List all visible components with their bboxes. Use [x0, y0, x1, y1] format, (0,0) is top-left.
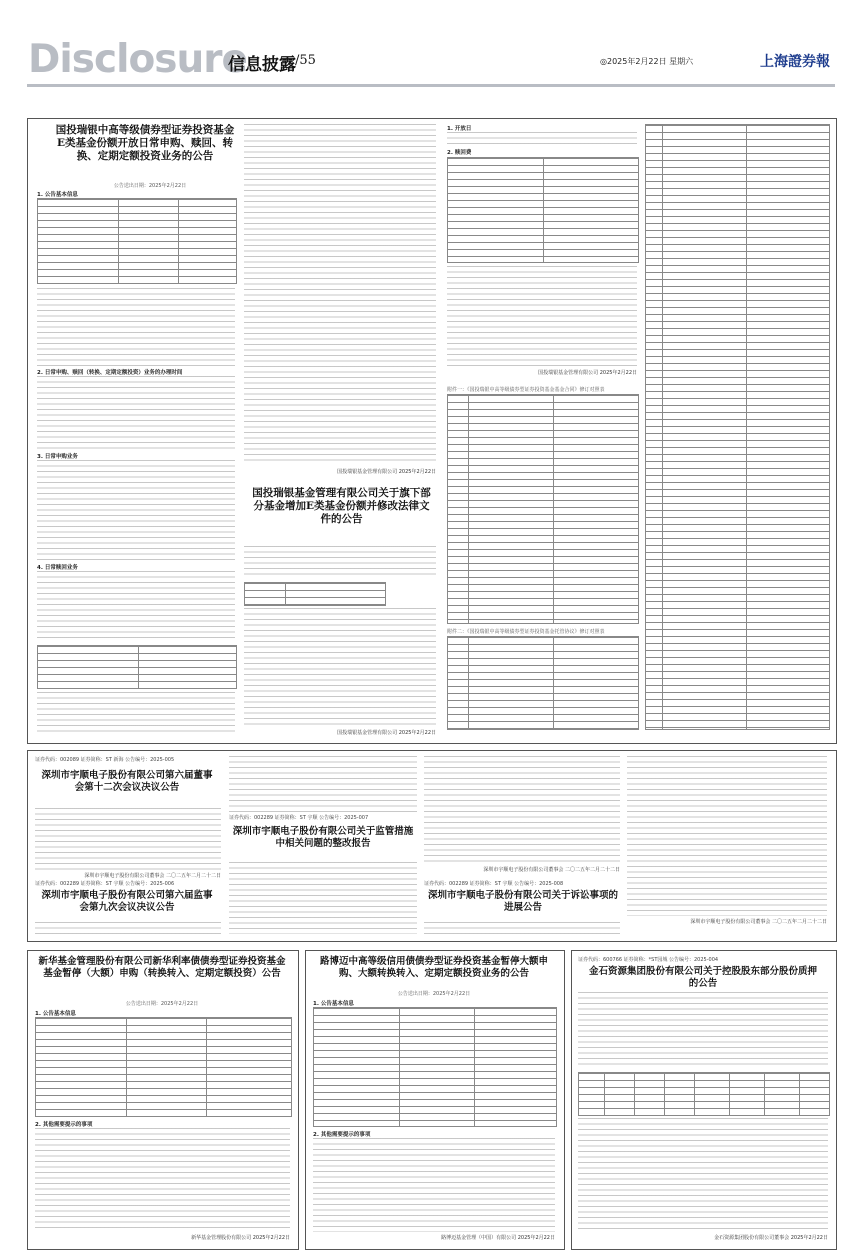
section-heading: 2. 其他需要提示的事项: [313, 1132, 371, 1138]
body-text: [313, 1138, 555, 1232]
fund-table: [244, 582, 386, 606]
signature: 国投瑞银基金管理有限公司 2025年2月22日: [337, 730, 436, 736]
info-table: [35, 1017, 292, 1117]
section-heading: 2. 赎回费: [447, 150, 472, 156]
article-title: 深圳市宇顺电子股份有限公司第六届监事会第九次会议决议公告: [41, 890, 213, 913]
header-rule: [27, 84, 835, 87]
article-title: 新华基金管理股份有限公司新华利率债债券型证券投资基金基金暂停（大额）申购（转换转入、定期定额投资）公告: [38, 956, 286, 979]
body-text: [229, 756, 417, 812]
signature: 深圳市宇顺电子股份有限公司董事会 二〇二五年二月二十二日: [84, 873, 221, 879]
body-text: [35, 808, 221, 870]
page-number: /55: [295, 53, 316, 68]
signature: 深圳市宇顺电子股份有限公司董事会 二〇二五年二月二十二日: [483, 867, 620, 873]
article-title: 深圳市宇顺电子股份有限公司关于监管措施中相关问题的整改报告: [232, 826, 414, 849]
signature: 国投瑞银基金管理有限公司 2025年2月22日: [337, 469, 436, 475]
body-text: [424, 756, 620, 864]
table-caption: 附件一：《国投瑞银中高等级债券型证券投资基金基金合同》修订对照表: [447, 387, 605, 393]
signature: 新华基金管理股份有限公司 2025年2月22日: [191, 1235, 290, 1241]
section-heading: 2. 日常申购、赎回（转换、定期定额投资）业务的办理时间: [37, 370, 183, 376]
body-text: [37, 571, 235, 641]
body-text: [627, 756, 827, 916]
body-text: [244, 608, 436, 726]
article-date: 公告送出日期：2025年2月22日: [113, 183, 187, 189]
article-title: 国投瑞银中高等级债券型证券投资基金E类基金份额开放日常申购、赎回、转换、定期定额投资业务的公告: [55, 124, 235, 163]
body-text: [244, 124, 436, 464]
section-heading: 2. 其他需要提示的事项: [35, 1122, 93, 1128]
comparison-table: [447, 394, 639, 624]
signature: 深圳市宇顺电子股份有限公司董事会 二〇二五年二月二十二日: [690, 919, 827, 925]
brand-title: Disclosure: [28, 37, 247, 82]
body-text: [37, 288, 235, 366]
pledge-table: [578, 1072, 830, 1116]
signature: 路博迈基金管理（中国）有限公司 2025年2月22日: [441, 1235, 555, 1241]
stock-code: 证券代码：002289 证券简称：ST 宇顺 公告编号：2025-007: [229, 815, 369, 821]
table-caption: 附件二：《国投瑞银中高等级债券型证券投资基金托管协议》修订对照表: [447, 629, 605, 635]
stock-code: 证券代码：002289 证券简称：ST 宇顺 公告编号：2025-008: [424, 881, 564, 887]
info-table: [37, 198, 237, 284]
section-heading: 4. 日常赎回业务: [37, 565, 78, 571]
date-line: ◎2025年2月22日 星期六: [600, 57, 694, 66]
article-title: 深圳市宇顺电子股份有限公司关于诉讼事项的进展公告: [428, 890, 619, 913]
body-text: [447, 132, 637, 146]
body-text: [37, 460, 235, 560]
signature: 金石资源集团股份有限公司董事会 2025年2月22日: [714, 1235, 828, 1241]
comparison-table: [447, 636, 639, 730]
body-text: [424, 922, 620, 936]
body-text: [447, 266, 637, 366]
body-text: [35, 1128, 290, 1232]
page-header: [0, 0, 857, 95]
section-title: 信息披露: [228, 55, 296, 75]
masthead-logo: 上海證券報: [760, 54, 830, 70]
section-heading: 1. 开放日: [447, 126, 472, 132]
article-title: 国投瑞银基金管理有限公司关于旗下部分基金增加E类基金份额并修改法律文件的公告: [252, 487, 431, 526]
signature: 国投瑞银基金管理有限公司 2025年2月22日: [538, 370, 637, 376]
article-title: 深圳市宇顺电子股份有限公司第六届董事会第十二次会议决议公告: [41, 770, 213, 793]
stock-code: 证券代码：002089 证券简称：ST 新海 公告编号：2025-005: [35, 757, 175, 763]
body-text: [578, 992, 828, 1068]
fee-table: [37, 645, 237, 689]
body-text: [229, 862, 417, 934]
info-table: [313, 1007, 557, 1127]
article-title: 路博迈中高等级信用债债券型证券投资基金暂停大额申购、大额转换转入、定期定额投资业务的公告: [319, 956, 548, 979]
comparison-table: [645, 124, 830, 730]
section-heading: 1. 公告基本信息: [313, 1001, 354, 1007]
body-text: [244, 546, 436, 578]
section-heading: 1. 公告基本信息: [35, 1011, 76, 1017]
article-date: 公告送出日期：2025年2月22日: [125, 1001, 199, 1007]
article-title: 金石资源集团股份有限公司关于控股股东部分股份质押的公告: [588, 966, 817, 989]
body-text: [37, 692, 235, 732]
section-heading: 3. 日常申购业务: [37, 454, 78, 460]
redemption-fee-table: [447, 157, 639, 263]
stock-code: 证券代码：600766 证券简称：*ST园城 公告编号：2025-004: [578, 957, 719, 963]
body-text: [35, 922, 221, 936]
stock-code: 证券代码：002289 证券简称：ST 宇顺 公告编号：2025-006: [35, 881, 175, 887]
section-heading: 1. 公告基本信息: [37, 192, 78, 198]
body-text: [578, 1118, 828, 1230]
body-text: [37, 376, 235, 450]
article-date: 公告送出日期：2025年2月22日: [397, 991, 471, 997]
